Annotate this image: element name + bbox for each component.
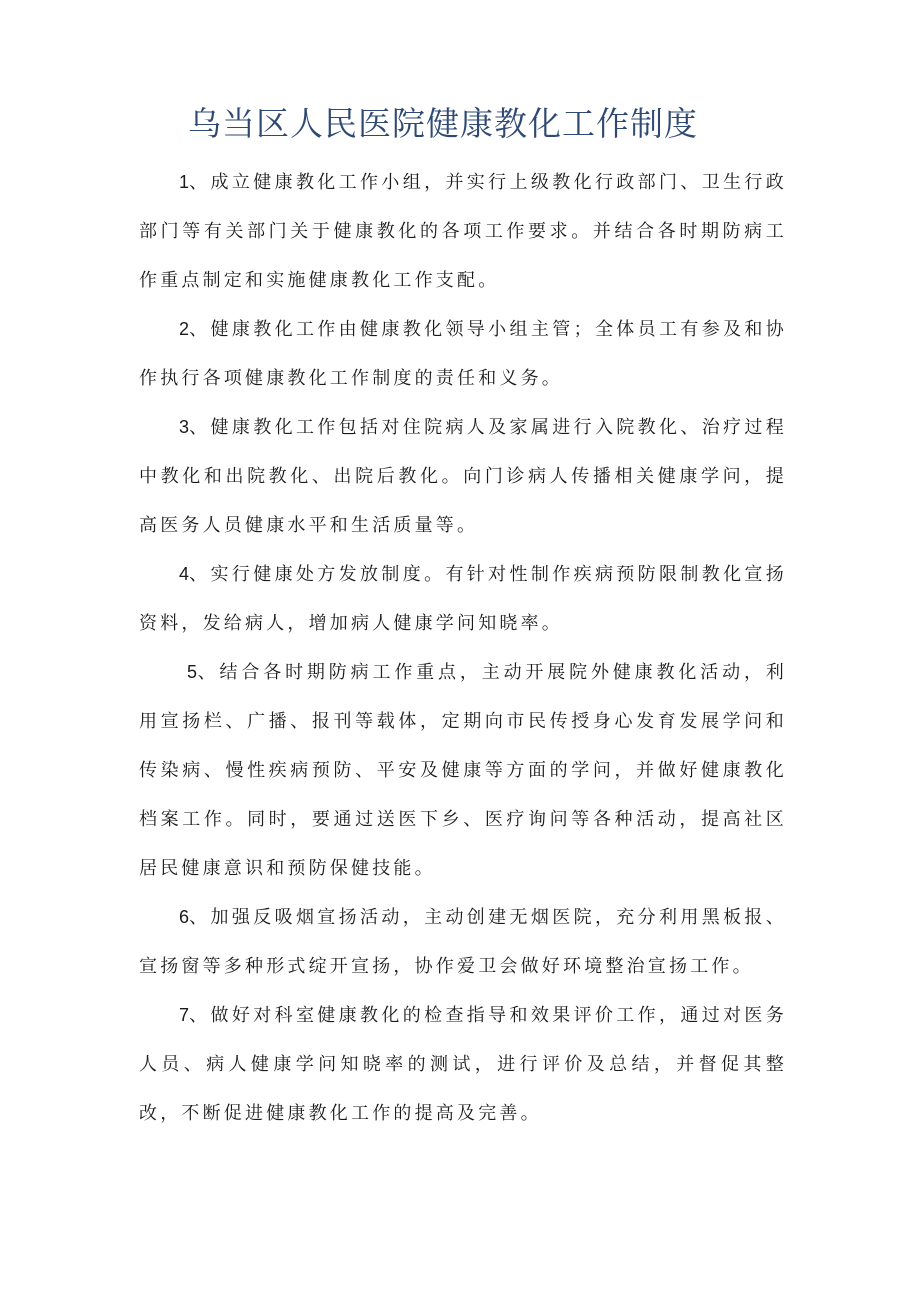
- paragraph-text: 、健康教化工作由健康教化领导小组主管；全体员工有参及和协作执行各项健康教化工作制度的责任和义务。: [139, 319, 787, 389]
- paragraph-2: [139, 305, 787, 403]
- paragraph-4: [139, 550, 787, 648]
- paragraph-7: [139, 991, 787, 1138]
- document-title: 乌当区人民医院健康教化工作制度: [188, 104, 698, 143]
- paragraph-number: 1: [179, 172, 190, 192]
- paragraph-3: [139, 403, 787, 550]
- paragraph-text: 、做好对科室健康教化的检查指导和效果评价工作，通过对医务人员、病人健康学问知晓率的测试，进行评价及总结，并督促其整改，不断促进健康教化工作的提高及完善。: [139, 1005, 787, 1124]
- paragraph-text: 、加强反吸烟宣扬活动，主动创建无烟医院，充分利用黑板报、宣扬窗等多种形式绽开宣扬，协作爱卫会做好环境整治宣扬工作。: [139, 907, 787, 977]
- paragraph-5: [139, 648, 787, 893]
- paragraph-text: 、结合各时期防病工作重点，主动开展院外健康教化活动，利用宣扬栏、广播、报刊等载体，定期向市民传授身心发育发展学问和传染病、慢性疾病预防、平安及健康等方面的学问，并做好健康教化档案工作。同时，要通过送医下乡、医疗询问等各种活动，提高社区居民健康意识和预防保健技能。: [139, 662, 787, 879]
- document-body: [139, 158, 787, 1138]
- paragraph-number: 5: [187, 662, 198, 682]
- paragraph-text: 、健康教化工作包括对住院病人及家属进行入院教化、治疗过程中教化和出院教化、出院后教化。向门诊病人传播相关健康学问，提高医务人员健康水平和生活质量等。: [139, 417, 787, 536]
- paragraph-1: [139, 158, 787, 305]
- paragraph-number: 3: [179, 417, 190, 437]
- paragraph-number: 7: [179, 1005, 190, 1025]
- paragraph-number: 4: [179, 564, 190, 584]
- paragraph-6: [139, 893, 787, 991]
- paragraph-text: 、成立健康教化工作小组，并实行上级教化行政部门、卫生行政部门等有关部门关于健康教化的各项工作要求。并结合各时期防病工作重点制定和实施健康教化工作支配。: [139, 172, 787, 291]
- paragraph-text: 、实行健康处方发放制度。有针对性制作疾病预防限制教化宣扬资料，发给病人，增加病人健康学问知晓率。: [139, 564, 787, 634]
- paragraph-number: 6: [179, 907, 190, 927]
- paragraph-number: 2: [179, 319, 190, 339]
